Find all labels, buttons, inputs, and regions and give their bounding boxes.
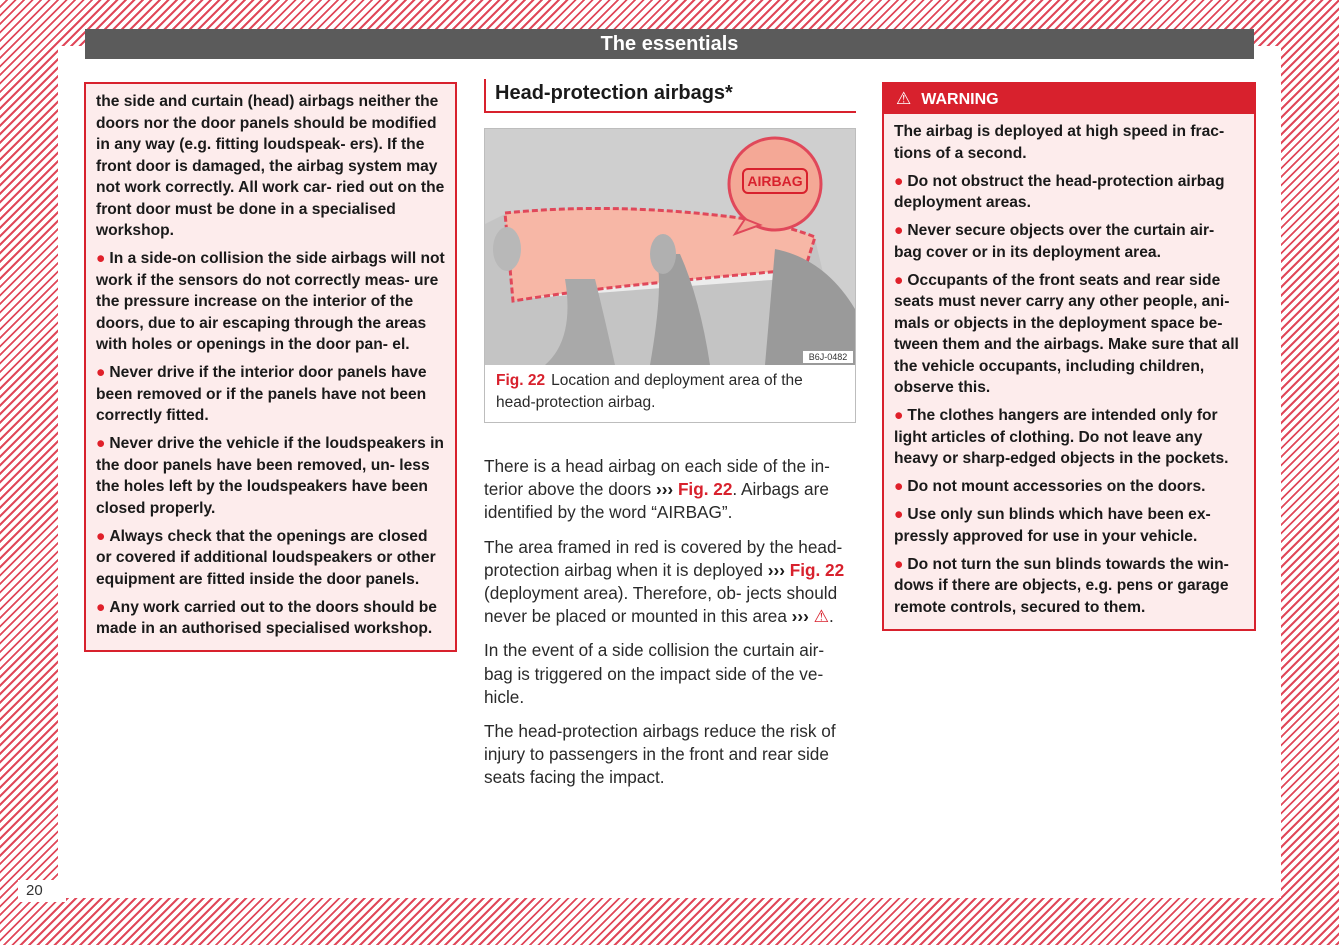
bullet-icon: ● (96, 250, 106, 267)
bullet-icon: ● (894, 555, 904, 573)
warning-header: ⚠ WARNING (884, 84, 1254, 114)
page-number: 20 (18, 880, 66, 902)
paragraph: There is a head airbag on each side of the in- terior above the doors ››› Fig. 22. Airbags are identified by the word “AIRBAG”. (484, 456, 830, 523)
main-column (484, 79, 856, 801)
list-item: ● Occupants of the front seats and rear side seats must never carry any other people, ani- mals or objects in the deployment space be- tween them and the airbags. Make sure that all the vehicle occupants, including children, observe this. (894, 271, 1239, 396)
figure (484, 128, 856, 423)
list-item: ● Always check that the openings are closed or covered if additional loudspeakers or other equipment are fitted inside the door panels. (96, 527, 436, 588)
bullet-icon: ● (894, 407, 904, 424)
warning-triangle-icon[interactable]: ⚠ (813, 606, 830, 627)
bullet-icon: ● (894, 222, 904, 239)
warning-continuation-box (84, 82, 457, 652)
warning-body (884, 114, 1254, 629)
section-title: Head-protection airbags* (484, 79, 856, 113)
figure-caption: Fig. 22 Location and deployment area of the head-protection airbag. (496, 372, 803, 411)
figure-reference-link[interactable]: Fig. 22 (789, 559, 845, 580)
bullet-icon: ● (96, 435, 106, 452)
arrow-icon: ››› (767, 559, 785, 580)
image-code: B6J-0482 (808, 352, 848, 362)
warning-continuation-text: the side and curtain (head) airbags neither the doors nor the door panels should be modified in any way (e.g. fitting loudspeak- ers). If the front door is damaged, the airbag system may not work correctly. All work car- ried out on the front door must be done in a specialised workshop. (96, 93, 445, 239)
bullet-icon: ● (96, 527, 106, 545)
list-item: ● Use only sun blinds which have been ex- pressly approved for use in your vehicle. (894, 506, 1211, 545)
page-header: The essentials (85, 29, 1254, 59)
paragraph: The area framed in red is covered by the head-protection airbag when it is deployed ››› Fig. 22 (deployment area). Therefore, ob- jects should never be placed or mounted in this area ››› ⚠. (484, 536, 845, 627)
figure-label: Fig. 22 (496, 372, 546, 389)
list-item: ● Never secure objects over the curtain air- bag cover or in its deployment area. (894, 222, 1215, 261)
warning-box (882, 82, 1256, 631)
arrow-icon: ››› (791, 606, 809, 627)
paragraph: The head-protection airbags reduce the risk of injury to passengers in the front and rear side seats facing the impact. (484, 721, 836, 788)
paragraph: In the event of a side collision the curtain air- bag is triggered on the impact side of the ve- hicle. (484, 640, 825, 707)
warning-intro: The airbag is deployed at high speed in frac- tions of a second. (894, 123, 1225, 162)
list-item: ● Do not turn the sun blinds towards the win- dows if there are objects, e.g. pens or garage remote controls, secured to them. (894, 555, 1229, 616)
airbag-illustration (485, 129, 855, 365)
bullet-icon: ● (894, 478, 904, 495)
list-item: ● Never drive if the interior door panels have been removed or if the panels have not been correctly fitted. (96, 364, 427, 424)
list-item: ● Do not mount accessories on the doors. (894, 478, 1206, 495)
list-item: ● Never drive the vehicle if the loudspeakers in the door panels have been removed, un- less the holes left by the loudspeakers have been closed properly. (96, 435, 444, 517)
bullet-icon: ● (894, 506, 904, 523)
bullet-icon: ● (96, 364, 106, 381)
list-item: ● Any work carried out to the doors should be made in an authorised specialised workshop. (96, 598, 437, 637)
list-item: ● Do not obstruct the head-protection airbag deployment areas. (894, 172, 1225, 211)
figure-reference-link[interactable]: Fig. 22 (677, 479, 733, 500)
bullet-icon: ● (96, 598, 106, 616)
bullet-icon: ● (894, 271, 904, 289)
arrow-icon: ››› (655, 479, 674, 500)
warning-triangle-icon: ⚠ (896, 89, 912, 108)
list-item: ● In a side-on collision the side airbags will not work if the sensors do not correctly meas- ure the pressure increase on the interior of the doors, due to air escaping through the areas with holes or openings in the door pan- el. (96, 250, 445, 353)
list-item: ● The clothes hangers are intended only for light articles of clothing. Do not leave any heavy or sharp-edged objects in the pockets. (894, 407, 1229, 467)
bullet-icon: ● (894, 172, 904, 190)
body-text (484, 455, 856, 790)
airbag-badge-text: AIRBAG (747, 173, 803, 189)
